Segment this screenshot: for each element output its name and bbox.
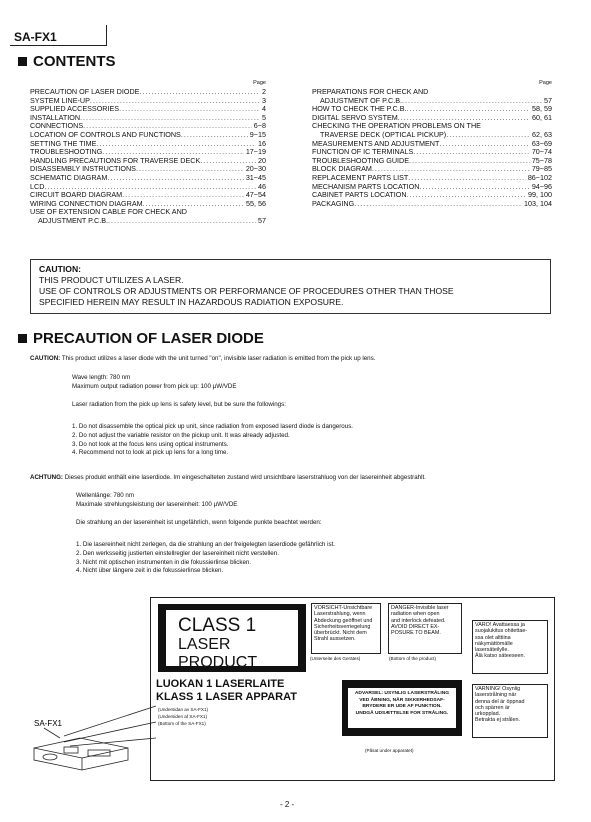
caution-line: SPECIFIED HEREIN MAY RESULT IN HAZARDOUS RADIATION EXPOSURE. [39,297,344,307]
varning-line: Betrakta ej strålen. [475,717,520,724]
caution-box-title: CAUTION: [39,264,82,274]
toc-entry-page: 47~54 [245,190,266,200]
device-illustration [30,698,165,772]
contents-title: CONTENTS [33,53,116,70]
varo-label [472,620,548,674]
advarsel-line: VED ÅBNING, NÅR SIKKERHEDSAF- [359,697,445,703]
varning-line: laserstrålning när [475,692,517,699]
toc-entry-title: SYSTEM LINE-UP [30,95,90,105]
luokan-klass-text [156,678,297,704]
toc-leader-dots [107,174,243,183]
vorsicht-caption: (Unterseite des Gerätes) [310,656,361,661]
toc-leader-dots [108,217,256,226]
toc-entry-page: 16 [258,138,266,148]
toc-entry-page: 57 [544,95,552,105]
varo-line: suojalukitus ohitettae- [475,628,528,635]
advarsel-caption: (Påsat under apparatet) [365,748,414,753]
varo-line: VARO! Avattaessa ja [475,622,525,628]
advarsel-line: ADVARSEL: USYNLIG LASERSTRÅLING [354,691,450,696]
toc-entry-title: DIGITAL SERVO SYSTEM [312,112,398,122]
danger-label [388,603,462,654]
vorsicht-line: Abdeckung geöffnet und [314,617,373,624]
toc-entry-page: 20 [258,155,266,165]
toc-entry-title: PACKAGING [312,198,355,208]
toc-entry-title: TROUBLESHOOTING GUIDE [312,155,410,165]
bullet-square-icon [18,334,27,343]
achtung-paragraph [30,474,570,483]
toc-left-column [30,88,266,226]
english-instructions [72,423,552,458]
luokan-text: LUOKAN 1 LASERLAITE [156,678,285,690]
instruction-item: 1. Do not disassemble the optical pick up unit, since radiation from exposed laserd diode is dangerous. [72,423,354,430]
toc-entry-title: LCD [30,181,45,191]
strahlung-note: Die strahlung an der lasereinheit ist ungefährlich, wenn folgende punkte beachtet werden: [76,519,322,526]
toc-entry-page: 46 [258,181,266,191]
toc-entry-title: ADJUSTMENT P.C.B. [38,215,109,225]
precaution-heading [18,330,264,347]
achtung-text: Dieses produkt enthält eine laserdiode. Im eingeschalteten zustand wird unsichtbare laserstrahluog von der lasereinheit abgestrahlt. [64,474,426,481]
model-callout: SA-FX1 [34,719,63,728]
varning-line: och spärren är [475,704,510,711]
instruction-item-de: 4. Nicht über längere zeit in die fokussierlinse blicken. [76,567,224,575]
toc-entry-page: 60, 61 [532,112,552,122]
instruction-item-de: 1. Die lasereinheit nicht zerlegen, da die strahlung an der freigelegten laserdiode gefährlich ist. [76,541,336,548]
toc-entry-page: 57 [258,215,266,225]
toc-entry-title: CIRCUIT BOARD DIAGRAM [30,190,123,200]
toc-entry-title: SUPPLIED ACCESSORIES [30,104,120,114]
toc-entry-title: USE OF EXTENSION CABLE FOR CHECK AND [30,207,187,217]
product-captions [158,706,208,727]
product-caption-line: (Undersiden af SA-FX1) [158,714,208,719]
page-label-right: Page [539,80,552,86]
toc-leader-dots [96,140,256,149]
toc-leader-dots [409,157,530,166]
toc-leader-dots [119,105,260,114]
toc-leader-dots [407,105,530,114]
toc-entry-title: FUNCTION OF IC TERMINALS [312,147,414,157]
toc-entry-page: 17~19 [245,147,266,157]
toc-entry-title: CABINET PARTS LOCATION [312,190,407,200]
class1-label [158,604,306,672]
toc-entry-title: TROUBLESHOOTING [30,147,103,157]
varo-line: lasersäteilylle. [475,647,509,654]
toc-entry-title: CONNECTIONS [30,121,84,131]
toc-entry-title: SCHEMATIC DIAGRAM [30,172,108,182]
toc-leader-dots [413,148,530,157]
toc-leader-dots [139,88,260,97]
danger-line: radiation when open [391,611,440,618]
toc-entry-page: 79~85 [531,164,552,174]
toc-entry-title: REPLACEMENT PARTS LIST [312,172,409,182]
english-specs [72,374,552,392]
varo-line: ssa olet alttiina [475,634,511,641]
toc-row [30,174,266,183]
toc-entry-title: BLOCK DIAGRAM [312,164,372,174]
instruction-item: 3. Do not look at the focus lens using optical instruments. [72,440,229,448]
caution-paragraph [30,355,570,364]
toc-entry-title: TRAVERSE DECK (OPTICAL PICKUP) [320,129,447,139]
toc-entry-title: INSTALLATION [30,112,81,122]
toc-entry-page: 5 [262,112,266,122]
header-divider [106,25,107,46]
toc-entry-page: 103, 104 [524,198,552,208]
toc-entry-page: 20~30 [245,164,266,174]
toc-leader-dots [354,200,522,209]
header-underline [10,45,106,46]
toc-leader-dots [402,97,542,106]
instruction-item: 4. Recommend not to look at pick up lens for a long time. [72,449,229,457]
class1-text: CLASS 1 [178,615,257,636]
page-label-left: Page [253,80,266,86]
max-output: Maximum output radiation power from pick up: 100 µW/VDE [72,382,237,390]
laser-product-text: LASER PRODUCT [178,636,258,671]
danger-caption: (Bottom of the product) [389,656,436,661]
advarsel-line: UNDGÅ UDSÆTTELSE FOR STRÅLING. [355,710,449,716]
varning-line: denna del är öppnad [475,698,525,705]
model-name: SA-FX1 [14,30,57,44]
contents-heading [18,53,116,70]
max-output-de: Maximale strehlungsleistung der lasereinheit: 100 µW/VDE [76,500,238,508]
toc-entry-title: SETTING THE TIME [30,138,97,148]
precaution-title: PRECAUTION OF LASER DIODE [33,330,264,347]
instruction-item-de: 2. Den werksseitig justierten einstellregler der lasereinheit nicht verstellen. [76,549,279,557]
varning-line: VARNING! Osynlig [475,686,521,692]
german-instructions [76,541,556,576]
toc-entry-page: 86~102 [527,172,552,182]
instruction-item: 2. Do not adjust the variable resistor on the pickup unit. It was already adjusted. [72,431,290,439]
german-specs [76,492,556,510]
toc-entry-title: PRECAUTION OF LASER DIODE [30,87,140,96]
toc-leader-dots [439,140,529,149]
toc-entry-page: 94~96 [531,181,552,191]
achtung-label: ACHTUNG: [30,474,63,481]
vorsicht-line: Sicherheitsverriegelung [314,623,371,630]
advarsel-line: BRYDERE ER UDE AF FUNKTION. [362,704,442,710]
vorsicht-line: VORSICHT-Unsichtbare [314,605,373,611]
bullet-square-icon [18,57,27,66]
toc-leader-dots [446,131,530,140]
toc-right-column [312,88,552,208]
danger-line: POSURE TO BEAM. [391,630,441,637]
toc-leader-dots [408,174,526,183]
toc-entry-page: 9~15 [249,129,266,139]
toc-leader-dots [407,191,526,200]
toc-entry-page: 58, 59 [532,104,552,114]
toc-entry-title: HANDLING PRECAUTIONS FOR TRAVERSE DECK [30,155,201,165]
caution-line: USE OF CONTROLS OR ADJUSTMENTS OR PERFORMANCE OF PROCEDURES OTHER THAN THOSE [39,286,454,296]
toc-entry-title: CHECKING THE OPERATION PROBLEMS ON THE [312,121,481,131]
caution-label: CAUTION: [30,355,61,362]
toc-entry-page: 99, 100 [528,190,552,200]
caution-line: THIS PRODUCT UTILIZES A LASER. [39,275,184,285]
toc-leader-dots [419,183,529,192]
toc-entry-title: HOW TO CHECK THE P.C.B. [312,104,407,114]
toc-entry-page: 63~69 [531,138,552,148]
varning-line: urkopplad. [475,711,501,718]
toc-entry-page: 55, 56 [246,198,266,208]
danger-line: AVOID DIRECT EX- [391,623,440,630]
toc-row [30,217,266,226]
product-caption-line: (Undersidan av SA-FX1) [158,707,209,712]
caution-text: This product utilizes a laser diode with the unit turned "on", invisible laser radiation is emitted from the pick up lens. [61,355,376,362]
instruction-item-de: 3. Nicht mit optischen instrumenten in die fokussierlinse blicken. [76,558,252,566]
vorsicht-line: Strahl aussetzen. [314,636,356,643]
toc-leader-dots [136,165,244,174]
wave-length: Wave length: 780 nm [72,374,131,381]
toc-entry-title: WIRING CONNECTION DIAGRAM [30,198,143,208]
caution-box [30,259,551,314]
toc-entry-page: 4 [262,104,266,114]
toc-entry-page: 3 [262,95,266,105]
vorsicht-label [311,603,381,654]
safe-note: Laser radiation from the pick up lens is safety level, but be sure the followings: [72,401,286,408]
toc-entry-page: 6~8 [253,121,266,131]
advarsel-inner [348,688,456,728]
vorsicht-line: überbrückt. Nicht dem [314,630,367,637]
product-caption-line: (Bottom of the SA-FX1) [158,721,206,726]
danger-line: and interlock defeated. [391,617,446,624]
toc-entry-title: MEASUREMENTS AND ADJUSTMENT [312,138,440,148]
toc-entry-title: LOCATION OF CONTROLS AND FUNCTIONS [30,129,181,139]
toc-entry-page: 70~74 [531,147,552,157]
vorsicht-line: Laserstrahlung, wenn [314,611,366,618]
wave-length-de: Wellenlänge: 780 nm [76,492,135,499]
varo-line: Älä katso säteeseen. [475,653,526,660]
toc-entry-page: 75~78 [531,155,552,165]
toc-entry-page: 2 [262,87,266,96]
toc-leader-dots [80,114,260,123]
toc-entry-page: 31~45 [245,172,266,182]
klass-text: KLASS 1 LASER APPARAT [156,691,297,703]
varo-line: näkymättömälle [475,640,513,647]
toc-entry-title: DISASSEMBLY INSTRUCTIONS [30,164,136,174]
class1-label-inner [166,610,298,671]
toc-leader-dots [181,131,248,140]
page-number: - 2 - [280,800,295,809]
toc-entry-title: ADJUSTMENT OF P.C.B. [320,95,403,105]
toc-entry-page: 62, 63 [532,129,552,139]
toc-entry-title: MECHANISM PARTS LOCATION [312,181,420,191]
toc-row [312,200,552,209]
toc-entry-title: PREPARATIONS FOR CHECK AND [312,87,429,96]
varning-label [472,684,548,738]
advarsel-label [342,680,462,736]
danger-line: DANGER-Invisible laser [391,605,449,611]
